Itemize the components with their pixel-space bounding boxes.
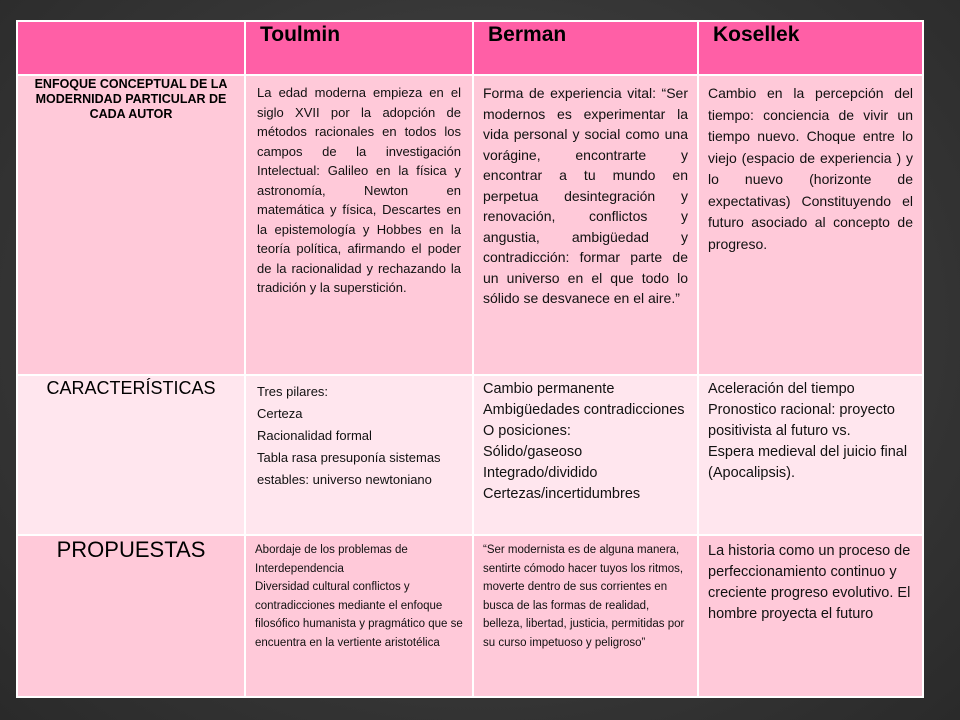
berman-caracteristicas-list (475, 377, 696, 509)
list-item: Diversidad cultural conflictos y contradicciones mediante el enfoque filosófico humanista y pragmático que se encuentra en la vertiente aristotélica (255, 581, 463, 649)
cell-kosellek-propuestas (698, 535, 923, 697)
list-item: Tabla rasa presuponía sistemas estables: universo newtoniano (257, 450, 441, 487)
row-caracteristicas (17, 375, 923, 535)
row-label-propuestas-text: PROPUESTAS (56, 537, 206, 562)
comparison-table (16, 20, 924, 698)
list-item: Tres pilares: (257, 384, 329, 399)
cell-berman-caracteristicas (473, 375, 698, 535)
berman-enfoque-text: Forma de experiencia vital: “Ser modernos es experimentar la vida personal y social como una vorágine, encontrarte y encontrar a tu mundo en perpetua desintegración y renovación, conflictos y angustia, ambigüedad y contradicción: formar parte de un universo en el que todo lo sólido se desvanece en el aire.” (483, 85, 688, 306)
list-item: Espera medieval del juicio final (Apocalipsis). (708, 444, 908, 481)
slide-table-frame (16, 20, 922, 696)
list-item: Certeza (257, 406, 303, 421)
cell-berman-propuestas (473, 535, 698, 697)
cell-toulmin-caracteristicas (245, 375, 473, 535)
list-item: O posiciones: (483, 423, 571, 439)
kosellek-caracteristicas-list (700, 377, 921, 488)
list-item: Abordaje de los problemas de Interdependencia (255, 544, 408, 575)
row-propuestas (17, 535, 923, 697)
cell-toulmin-enfoque (245, 75, 473, 375)
list-item: Ambigüedades contradicciones (483, 402, 685, 418)
row-label-propuestas (17, 535, 245, 697)
toulmin-propuestas-list (247, 537, 471, 656)
header-empty (17, 21, 245, 75)
cell-berman-enfoque (473, 75, 698, 375)
list-item: Certezas/incertidumbres (483, 486, 641, 502)
list-item: Racionalidad formal (257, 428, 372, 443)
header-berman: Berman (473, 21, 698, 75)
cell-toulmin-propuestas (245, 535, 473, 697)
row-label-enfoque-text: ENFOQUE CONCEPTUAL DE LA MODERNIDAD PARTICULAR DE CADA AUTOR (34, 77, 228, 121)
header-kosellek: Kosellek (698, 21, 923, 75)
row-label-caracteristicas-text: CARACTERÍSTICAS (46, 378, 216, 398)
list-item: Aceleración del tiempo (708, 381, 855, 397)
list-item: Sólido/gaseoso (483, 444, 583, 460)
cell-kosellek-caracteristicas (698, 375, 923, 535)
row-enfoque (17, 75, 923, 375)
toulmin-enfoque-text: La edad moderna empieza en el siglo XVII por la adopción de métodos racionales en todos los campos de la investigación Intelectual: Galileo en la física y astronomía, Newton en matemática y física, Descartes en la epistemología y Hobbes en la teoría política, afirmando el poder de la racionalidad y rechazando la tradición y la superstición. (257, 85, 461, 295)
list-item: Cambio permanente (483, 381, 615, 397)
toulmin-caracteristicas-list (247, 377, 471, 495)
list-item: Integrado/dividido (483, 465, 598, 481)
kosellek-enfoque-text: Cambio en la percepción del tiempo: conciencia de vivir un tiempo nuevo. Choque entre lo viejo (espacio de experiencia ) y lo nuevo (horizonte de expectativas) Constituyendo el futuro asociado al concepto de progreso. (708, 85, 913, 252)
kosellek-propuestas-text: La historia como un proceso de perfeccionamiento continuo y creciente progreso evolutivo. El hombre proyecta el futuro (708, 543, 911, 622)
header-toulmin: Toulmin (245, 21, 473, 75)
header-row (17, 21, 923, 75)
row-label-caracteristicas (17, 375, 245, 535)
cell-kosellek-enfoque (698, 75, 923, 375)
row-label-enfoque (17, 75, 245, 375)
berman-propuestas-text: “Ser modernista es de alguna manera, sentirte cómodo hacer tuyos los ritmos, moverte dentro de sus corrientes en busca de las formas de realidad, belleza, libertad, justicia, permitidas por su curso impetuoso y peligroso” (483, 544, 685, 649)
list-item: Pronostico racional: proyecto positivista al futuro vs. (708, 402, 895, 439)
